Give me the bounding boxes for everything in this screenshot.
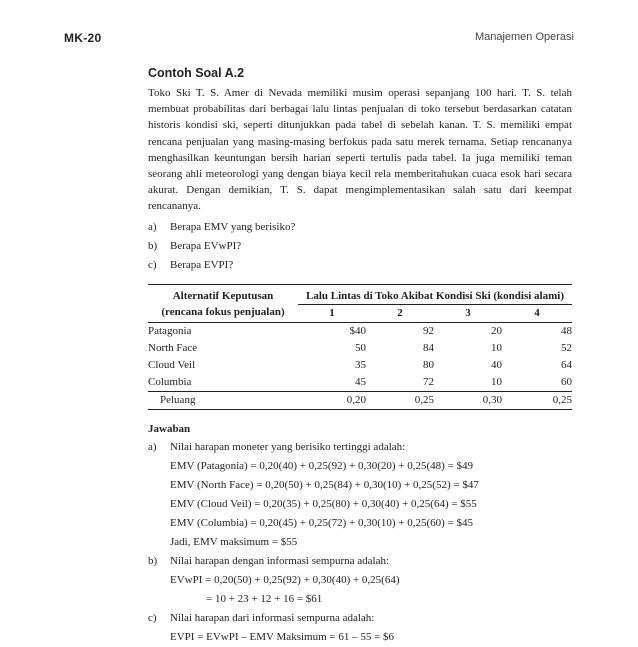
question-label: b): [148, 239, 158, 252]
formula-line: EMV (Columbia) = 0,20(45) + 0,25(72) + 0,30(10) + 0,25(60) = $45: [170, 516, 474, 529]
question-text: Berapa EMV yang berisiko?: [170, 220, 296, 233]
state-header: 1: [329, 306, 335, 319]
answer-text: Nilai harapan moneter yang berisiko tertinggi adalah:: [170, 440, 406, 453]
payoff-cell: 50: [355, 342, 366, 355]
formula-line: EMV (North Face) = 0,20(50) + 0,25(84) + 0,30(10) + 0,25(52) = $47: [170, 478, 479, 491]
decision-header-line2: (rencana fokus penjualan): [161, 305, 285, 318]
answer-label: a): [148, 440, 157, 453]
formula-line: EMV (Cloud Veil) = 0,20(35) + 0,25(80) + 0,30(40) + 0,25(64) = $55: [170, 497, 477, 510]
probability-cell: 0,25: [366, 391, 434, 409]
decision-header-line1: Alternatif Keputusan: [172, 289, 274, 302]
probability-cell: 0,30: [434, 391, 502, 409]
question-c: [148, 256, 572, 275]
answer-b-intro: [148, 552, 572, 571]
answer-text: Nilai harapan dengan informasi sempurna adalah:: [170, 554, 390, 567]
payoff-cell: 20: [434, 322, 502, 340]
payoff-table: [148, 284, 572, 410]
payoff-cell: 72: [423, 376, 434, 389]
payoff-cell: 84: [423, 342, 434, 355]
payoff-cell: 35: [355, 359, 366, 372]
answer-label: b): [148, 554, 158, 567]
payoff-cell: 48: [502, 322, 572, 340]
answer-block: [148, 438, 572, 647]
state-header: 3: [465, 307, 471, 320]
intro-paragraph: Toko Ski T. S. Amer di Nevada memiliki musim operasi sepanjang 100 hari. T. S. telah membuat probabilitas dari berbagai lalu lintas penjualan di toko tersebut berdasarkan catatan historis kondisi ski, seperti ditunjukkan pada tabel di sebelah kanan. T. S. memiliki empat rencana penjualan yang masing-masing berfokus pada satu merek ternama. Setiap rencananya menghasilkan keuntungan bersih harian seperti tertulis pada tabel. Ia juga memiliki teman seorang ahli meteorologi yang dengan biaya kecil rela memberitahukan cuaca esok hari secara akurat. Dengan demikian, T. S. dapat mengimplementasikan salah satu dari keempat rencananya.: [148, 87, 572, 213]
payoff-cell: 92: [366, 322, 434, 340]
formula-line: EMV (Patagonia) = 0,20(40) + 0,25(92) + 0,30(20) + 0,25(48) = $49: [170, 459, 474, 472]
table-row: [148, 357, 572, 374]
payoff-cell: 10: [491, 342, 502, 355]
question-b: [148, 237, 572, 256]
probability-row: [148, 391, 572, 409]
question-a: [148, 218, 572, 237]
table-row: [148, 374, 572, 392]
decision-header: [148, 284, 298, 322]
alternative-name: Patagonia: [148, 322, 298, 340]
state-header: 2: [397, 307, 403, 320]
formula-line: EVwPI = 0,20(50) + 0,25(92) + 0,30(40) + 0,25(64): [170, 573, 400, 586]
answer-heading: Jawaban: [148, 422, 191, 435]
payoff-cell: 40: [491, 359, 502, 372]
state-header: 4: [534, 307, 540, 320]
question-label: c): [148, 258, 157, 271]
formula-line: EVPI = EVwPI – EMV Maksimum = 61 – 55 = $6: [170, 630, 395, 643]
payoff-cell: 45: [355, 376, 366, 389]
payoff-cell: 60: [561, 376, 572, 389]
section-title: Contoh Soal A.2: [148, 66, 245, 80]
probability-cell: 0,25: [502, 391, 572, 409]
answer-text: Nilai harapan dari informasi sempurna adalah:: [170, 611, 375, 624]
question-list: [148, 218, 572, 275]
table-row: [148, 340, 572, 357]
running-header: Manajemen Operasi: [474, 31, 574, 43]
probability-cell: 0,20: [298, 391, 366, 409]
alternative-name: Cloud Veil: [148, 359, 196, 372]
formula-line: Jadi, EMV maksimum = $55: [170, 535, 298, 548]
answer-label: c): [148, 611, 157, 624]
page-number: MK-20: [64, 31, 102, 45]
states-group-header: Lalu Lintas di Toko Akibat Kondisi Ski (kondisi alami): [298, 284, 572, 304]
formula-line: = 10 + 23 + 12 + 16 = $61: [206, 592, 323, 605]
question-label: a): [148, 220, 157, 233]
question-text: Berapa EVwPI?: [170, 239, 242, 252]
answer-a-intro: [148, 438, 572, 457]
probability-label: Peluang: [148, 391, 298, 409]
payoff-cell: $40: [298, 322, 366, 340]
payoff-cell: 10: [491, 376, 502, 389]
payoff-cell: 64: [561, 359, 572, 372]
alternative-name: Columbia: [148, 376, 192, 389]
example-section: [148, 66, 572, 647]
alternative-name: North Face: [148, 342, 198, 355]
payoff-cell: 80: [423, 359, 434, 372]
table-row: [148, 322, 572, 340]
question-text: Berapa EVPI?: [170, 258, 234, 271]
payoff-cell: 52: [561, 342, 572, 355]
answer-c-intro: [148, 609, 572, 628]
